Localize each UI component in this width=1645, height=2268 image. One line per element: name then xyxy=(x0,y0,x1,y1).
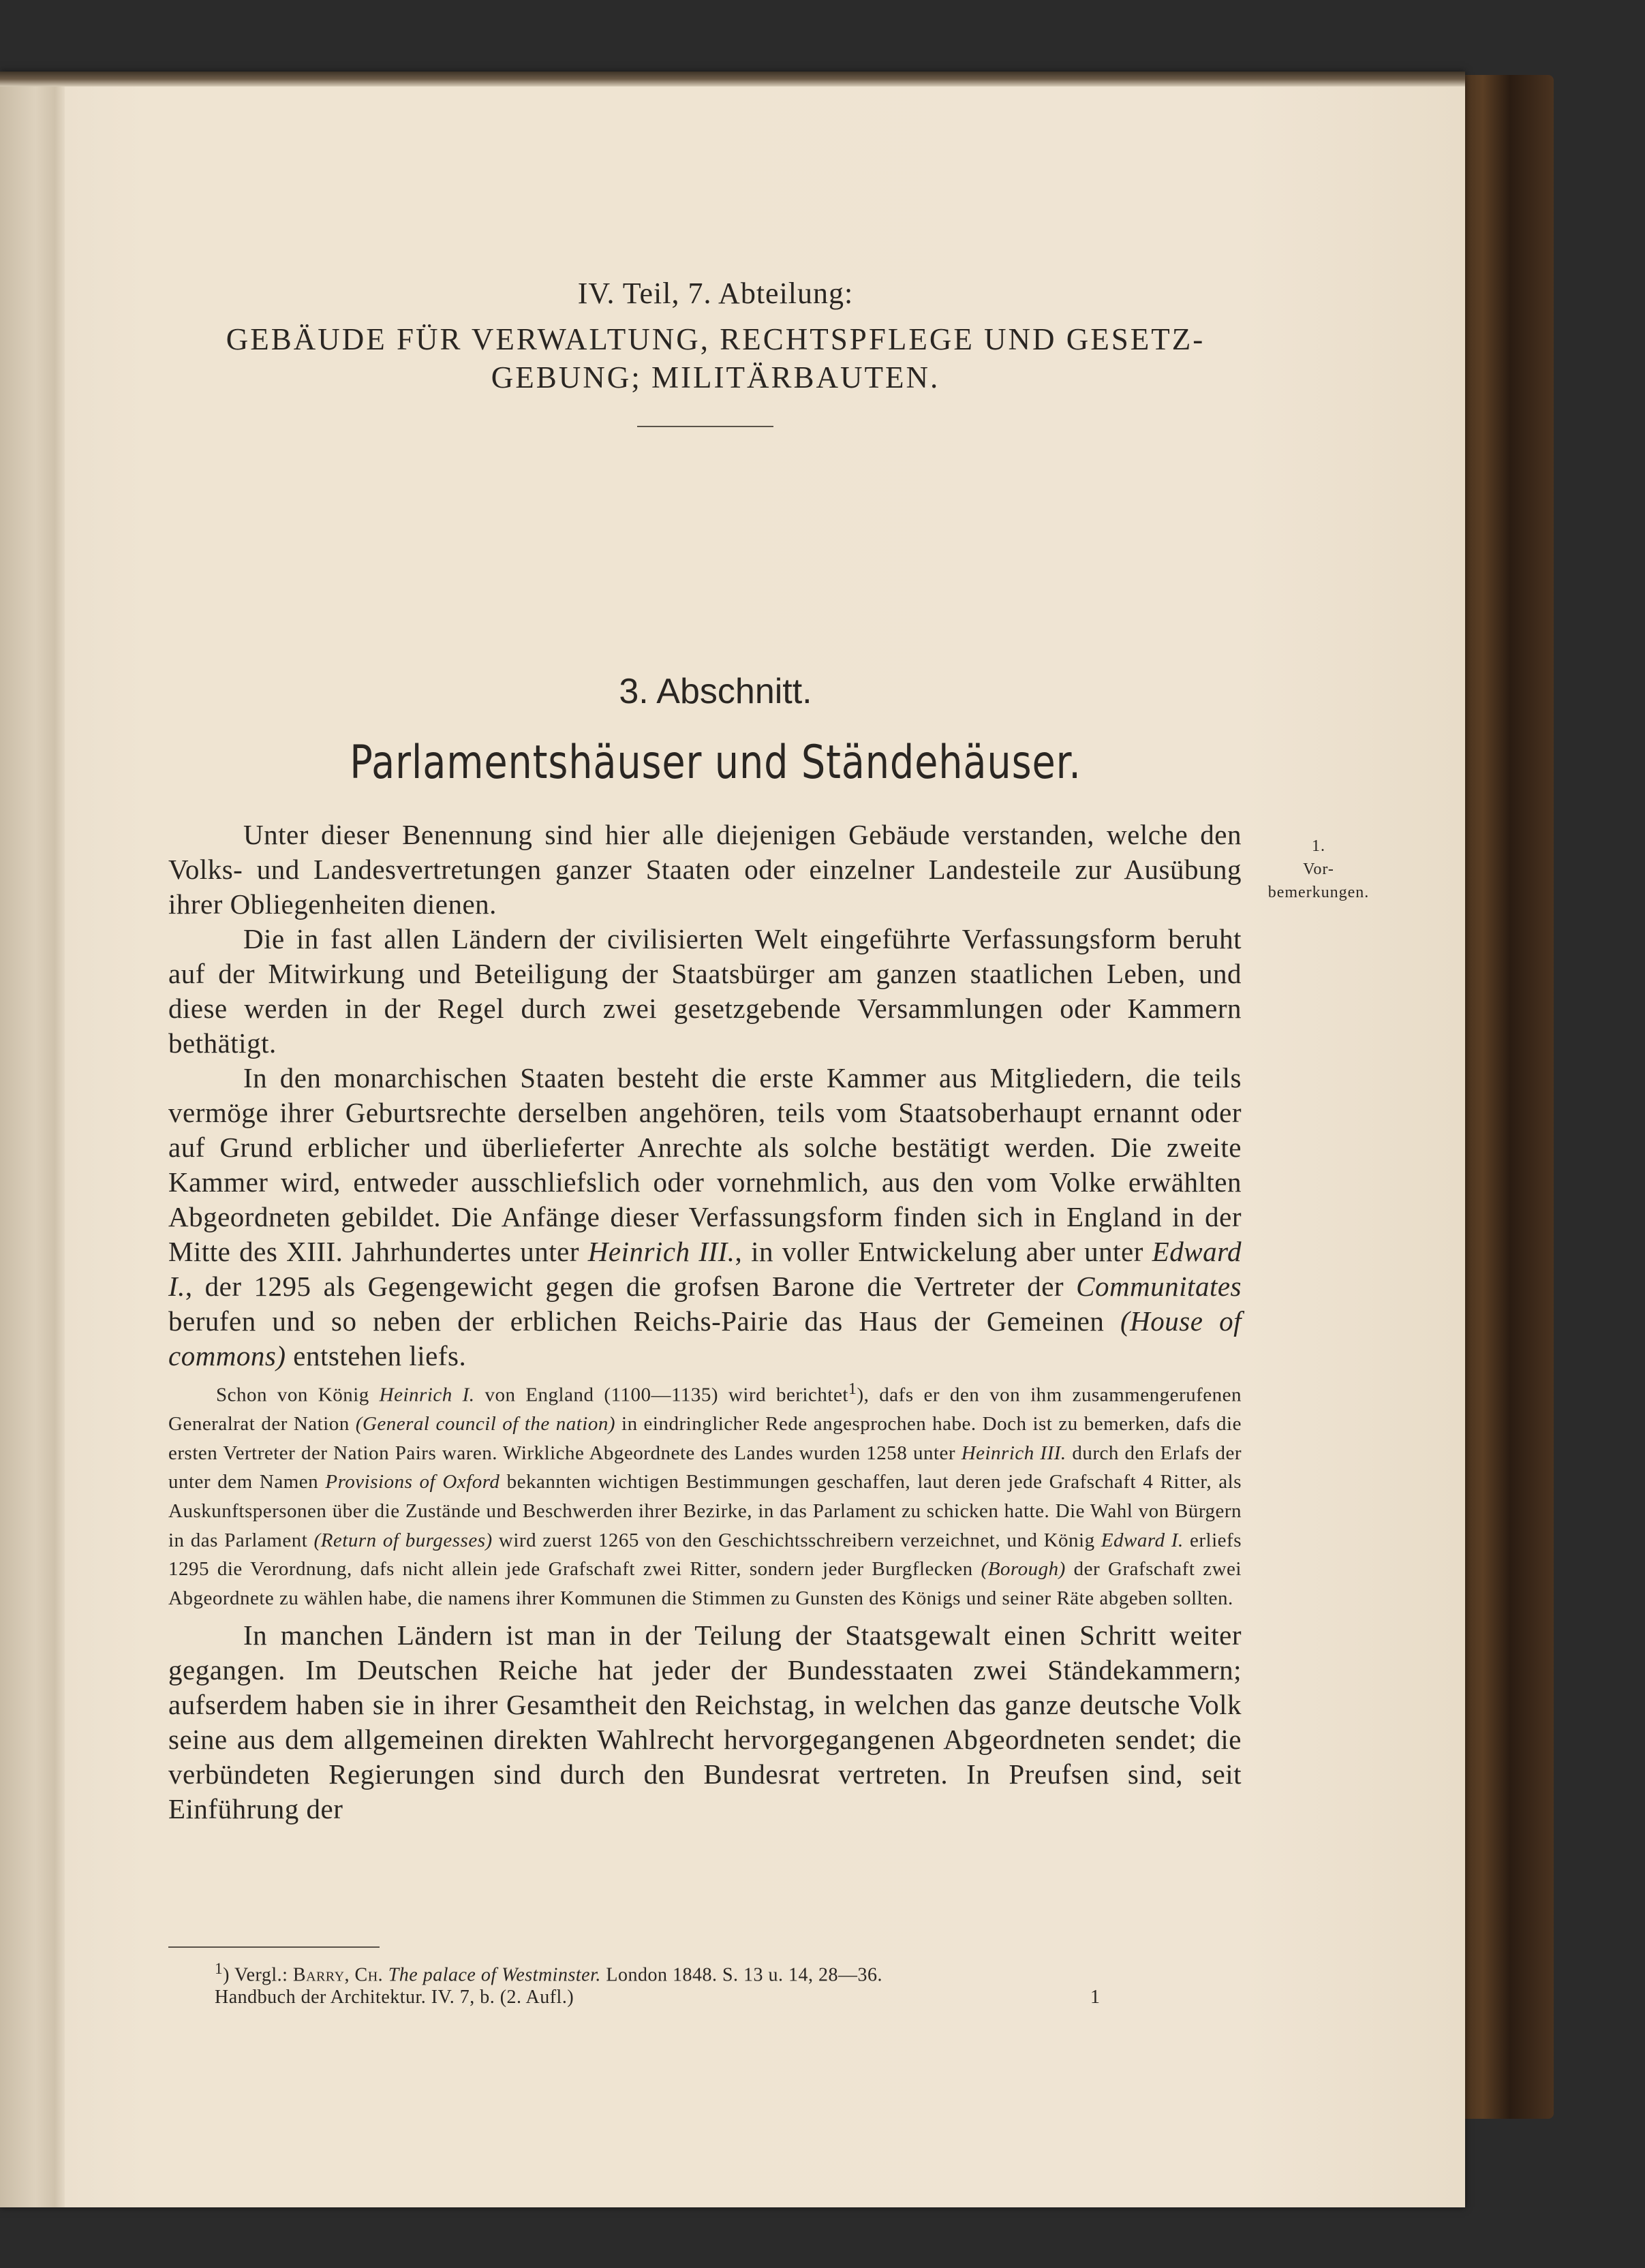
text-run: , in voller Entwickelung aber unter xyxy=(735,1236,1152,1267)
text-run: erliefs 1295 die Verordnung, dafs nicht allein jede Grafschaft zwei Ritter, sondern jeder Burgflecken xyxy=(168,1529,1242,1581)
text-run: der Grafschaft zwei Abgeordnete zu wählen habe, die namens ihrer Kommunen die Stimmen zu Gunsten des Königs und seiner Räte abgeben sollten. xyxy=(168,1558,1242,1609)
paragraph-4: In manchen Ländern ist man in der Teilung der Staatsgewalt einen Schritt weiter gegangen. Im Deutschen Reiche hat jeder der Bundesstaaten zwei Ständekammern; aufserdem haben sie in ihrer Gesamtheit den Reichstag, in welchen das ganze deutsche Volk seine aus dem allgemeinen direkten Wahlrecht hervorgegangenen Abgeordneten sendet; die verbündeten Regierungen sind durch den Bundesrat vertreten. In Preufsen sind, seit Einführung der xyxy=(168,1619,1242,1825)
page-top-edge xyxy=(0,72,1465,87)
text-run: entstehen liefs. xyxy=(286,1340,467,1371)
footnote-mark: 1 xyxy=(215,1960,224,1978)
italic-term: (House of commons) xyxy=(168,1305,1242,1371)
text-run: ), dafs er den von ihm zusammengerufenen Generalrat der Nation xyxy=(168,1384,1242,1435)
text-run: London 1848. S. 13 u. 14, 28—36. xyxy=(600,1964,883,1986)
running-header-part: IV. Teil, 7. Abteilung: xyxy=(577,277,854,310)
italic-name: Heinrich III. xyxy=(587,1236,735,1267)
section-number: 3. Abschnitt. xyxy=(619,672,812,711)
paragraph-1: Unter dieser Benennung sind hier alle diejenigen Gebäude verstanden, welche den Volks- und Landesvertretungen ganzer Staaten oder einzelner Landesteile zur Ausübung ihrer Obliegenheiten dienen. xyxy=(168,819,1242,920)
header-divider xyxy=(637,426,773,427)
sheet-number: 1 xyxy=(1090,1987,1100,2008)
text-run: wird zuerst 1265 von den Geschichtsschreibern verzeichnet, und König xyxy=(492,1529,1101,1551)
italic-term: Provisions of Oxford xyxy=(325,1471,500,1493)
text-run: durch den Erlafs der unter dem Namen xyxy=(168,1442,1242,1493)
text-run: , der 1295 als Gegengewicht gegen die grofsen Barone die Vertreter der xyxy=(185,1271,1077,1302)
text-run: in eindringlicher Rede angesprochen habe. Doch ist zu bemerken, dafs die ersten Vertreter der Nation Pairs waren. Wirkliche Abgeordnete des Landes wurden 1258 unter xyxy=(168,1413,1242,1464)
margin-note-line-1: Vor- xyxy=(1303,860,1334,878)
text-run: berufen und so neben der erblichen Reichs-Pairie das Haus der Gemeinen xyxy=(168,1305,1121,1337)
footnote-title: The palace of Westminster. xyxy=(388,1964,601,1986)
text-run: ) Vergl.: xyxy=(223,1964,293,1986)
italic-term: (General council of the nation) xyxy=(355,1413,616,1435)
italic-name: Heinrich I. xyxy=(379,1384,475,1406)
margin-note-line-2: bemerkungen. xyxy=(1267,884,1370,901)
italic-name: Edward I. xyxy=(168,1236,1242,1302)
header-title-line-1: GEBÄUDE FÜR VERWALTUNG, RECHTSPFLEGE UND GESETZ- xyxy=(226,322,1205,356)
running-header-title xyxy=(136,320,1295,397)
header-title-line-2: GEBUNG; MILITÄRBAUTEN. xyxy=(491,360,940,394)
footnote-divider xyxy=(168,1946,380,1948)
printer-signature: Handbuch der Architektur. IV. 7, b. (2. Aufl.) xyxy=(215,1987,574,2008)
text-run: bekannten wichtigen Bestimmungen geschaffen, laut deren jede Grafschaft 4 Ritter, als Auskunftspersonen über die Zustände und Beschwerden ihrer Bezirke, in das Parlament zu schicken hatte. Die Wahl von Bürgern in das Parlament xyxy=(168,1471,1242,1551)
paragraph-3 xyxy=(168,1061,1242,1373)
italic-term: Communitates xyxy=(1076,1271,1242,1302)
text-run: Schon von König xyxy=(216,1384,380,1406)
small-print-paragraph xyxy=(168,1375,1242,1613)
footnote-author: Barry, Ch. xyxy=(292,1964,384,1986)
section-title: Parlamentshäuser und Ständehäuser. xyxy=(350,736,1081,790)
italic-name: Edward I. xyxy=(1101,1529,1184,1551)
footnote-reference[interactable]: 1 xyxy=(848,1380,857,1398)
text-run: In den monarchischen Staaten besteht die erste Kammer aus Mitgliedern, die teils vermöge ihrer Geburtsrechte derselben angehören, teils vom Staatsoberhaupt ernannt oder auf Grund erblicher und überlieferter Anrechte als solche bestätigt werden. Die zweite Kammer wird, entweder ausschliefslich oder vornehmlich, aus den vom Volke erwählten Abgeordneten gebildet. Die Anfänge dieser Verfassungsform finden sich in England in der Mitte des XIII. Jahrhundertes unter xyxy=(168,1062,1242,1267)
italic-term: (Borough) xyxy=(981,1558,1066,1581)
page-gutter xyxy=(0,72,65,2207)
text-run: von England (1100—1135) wird berichtet xyxy=(474,1384,848,1406)
margin-note xyxy=(1254,835,1383,904)
italic-term: (Return of burgesses) xyxy=(313,1529,493,1551)
italic-name: Heinrich III. xyxy=(961,1442,1066,1464)
body-text xyxy=(168,818,1242,1827)
margin-note-number: 1. xyxy=(1312,837,1325,855)
paragraph-2: Die in fast allen Ländern der civilisierten Welt eingeführte Verfassungsform beruht auf der Mitwirkung und Beteiligung der Staatsbürger am ganzen staatlichen Leben, und diese werden in der Regel durch zwei gesetzgebende Versammlungen oder Kammern bethätigt. xyxy=(168,923,1242,1059)
